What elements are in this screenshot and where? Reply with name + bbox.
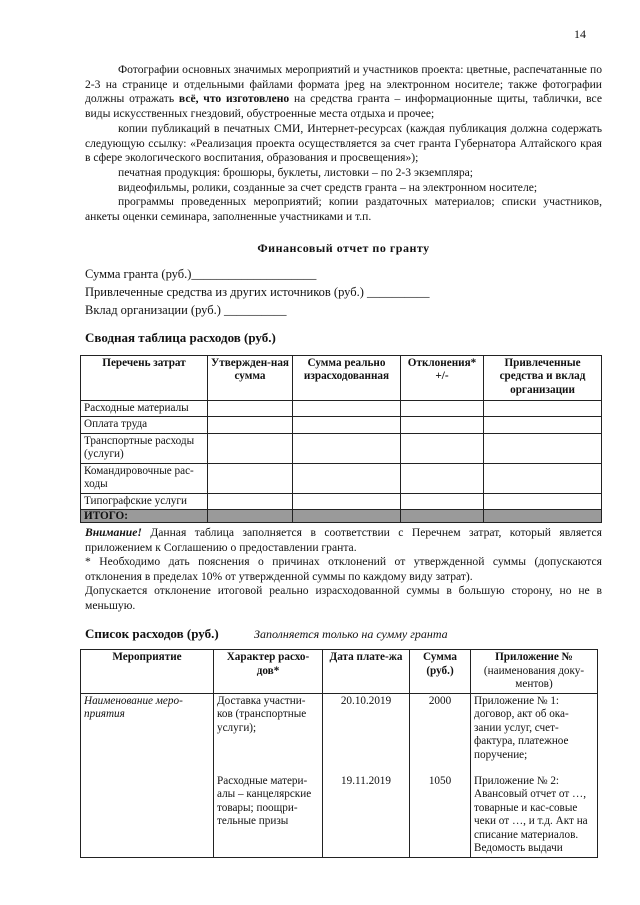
text: на средства гранта – информационные щиты, таблички, все виды искусственных гнездовий, обустроенные места отдыха и прочее; — [85, 92, 602, 121]
expense-kind: Доставка участни-ков (транспортные услуги); — [217, 694, 307, 734]
attention-label: Внимание! — [85, 526, 142, 540]
bold-text: всё, что изготовлено — [178, 92, 290, 106]
expense-kind: Расходные матери-алы – канцелярские товары; поощри-тельные призы — [217, 774, 312, 828]
text: Фотографии основных значимых мероприятий и участников проекта: цветные, распечатанные по 2-3 на странице и отдельными файлами формата jpeg на электронном носителе; также фотографии должны отражать — [85, 63, 602, 106]
header-text: Приложение № — [495, 651, 573, 664]
note-attention — [85, 526, 602, 555]
col-header — [471, 650, 598, 694]
note-allowed: Допускается отклонение итоговой реально израсходованной суммы в большую сторону, но не в меньшую. — [85, 584, 602, 612]
documents: Приложение № 1: договор, акт об ока-зании услуг, счет-фактура, платежное поручение; — [474, 694, 569, 761]
summary-table — [80, 355, 602, 524]
row-label: Расходные материалы — [81, 400, 208, 417]
table-row — [81, 433, 602, 463]
expenses-subtitle: Заполняется только на сумму гранта — [254, 627, 448, 642]
expenses-title: Список расходов (руб.) — [85, 626, 219, 642]
payment-date: 20.10.2019 — [340, 694, 392, 707]
table-header-row — [81, 355, 602, 400]
text: Данная таблица заполняется в соответствии с Перечнем затрат, который является приложением к Соглашению о предоставлении гранта. — [85, 526, 602, 554]
page-content — [80, 0, 602, 878]
payment-date: 19.11.2019 — [341, 774, 391, 787]
col-header: Утвержден-ная сумма — [208, 355, 293, 400]
paragraph-photos — [85, 63, 602, 122]
col-header: Отклонения* +/- — [401, 355, 484, 400]
event-name: Наименование меро-приятия — [81, 693, 214, 857]
page-number: 14 — [574, 27, 586, 41]
finance-title: Финансовый отчет по гранту — [257, 240, 430, 255]
table-row — [81, 493, 602, 510]
table-row — [81, 693, 598, 857]
expenses-heading — [85, 625, 602, 643]
documents: Приложение № 2: Авансовый отчет от …, товарные и кас-совые чеки от …, и т.д. Акт на списание материалов. Ведомость выдачи — [474, 774, 588, 855]
note-asterisk: * Необходимо дать пояснения о причинах отклонений от утвержденной суммы (допускаются отклонения в пределах 10% от утвержденной суммы по каждому виду затрат). — [85, 555, 602, 583]
contribution-line: Вклад организации (руб.) __________ — [85, 302, 287, 317]
col-header: Мероприятие — [81, 650, 214, 694]
expense-sum: 2000 — [428, 694, 452, 707]
total-row — [81, 510, 602, 523]
table-row — [81, 463, 602, 493]
paragraph-print: печатная продукция: брошюры, буклеты, листовки – по 2-3 экземпляра; — [118, 165, 473, 179]
grant-sum-line: Сумма гранта (руб.)____________________ — [85, 266, 317, 281]
col-header: Привлеченные средства и вклад организации — [484, 355, 602, 400]
table-row — [81, 417, 602, 434]
paragraph-video: видеофильмы, ролики, созданные за счет средств гранта – на электронном носителе; — [118, 180, 538, 194]
total-label: ИТОГО: — [81, 510, 208, 523]
expense-sum: 1050 — [428, 774, 452, 787]
col-header: Характер расхо-дов* — [214, 650, 323, 694]
col-header: Сумма (руб.) — [410, 650, 471, 694]
header-subtext: (наименования доку-ментов) — [483, 664, 585, 691]
col-header: Перечень затрат — [81, 355, 208, 400]
paragraph-programs: программы проведенных мероприятий; копии раздаточных материалов; списки участников, анкеты оценки семинара, заполненные участниками и т.п. — [85, 195, 602, 224]
col-header: Дата плате-жа — [323, 650, 410, 694]
expenses-table — [80, 649, 598, 858]
col-header: Сумма реально израсходованная — [293, 355, 401, 400]
table-header-row — [81, 650, 598, 694]
row-label: Транспортные расходы (услуги) — [81, 433, 208, 463]
row-label: Оплата труда — [81, 417, 208, 434]
summary-title: Сводная таблица расходов (руб.) — [85, 329, 276, 345]
attracted-funds-line: Привлеченные средства из других источников (руб.) __________ — [85, 284, 430, 299]
row-label: Типографские услуги — [81, 493, 208, 510]
row-label: Командировочные рас-ходы — [81, 463, 208, 493]
paragraph-publications: копии публикаций в печатных СМИ, Интернет-ресурсах (каждая публикация должна содержать следующую ссылку: «Реализация проекта осуществляется за счет гранта Губернатора Алтайского края в сфере экологического воспитания, образования и просвещения»); — [85, 121, 602, 165]
table-row — [81, 400, 602, 417]
